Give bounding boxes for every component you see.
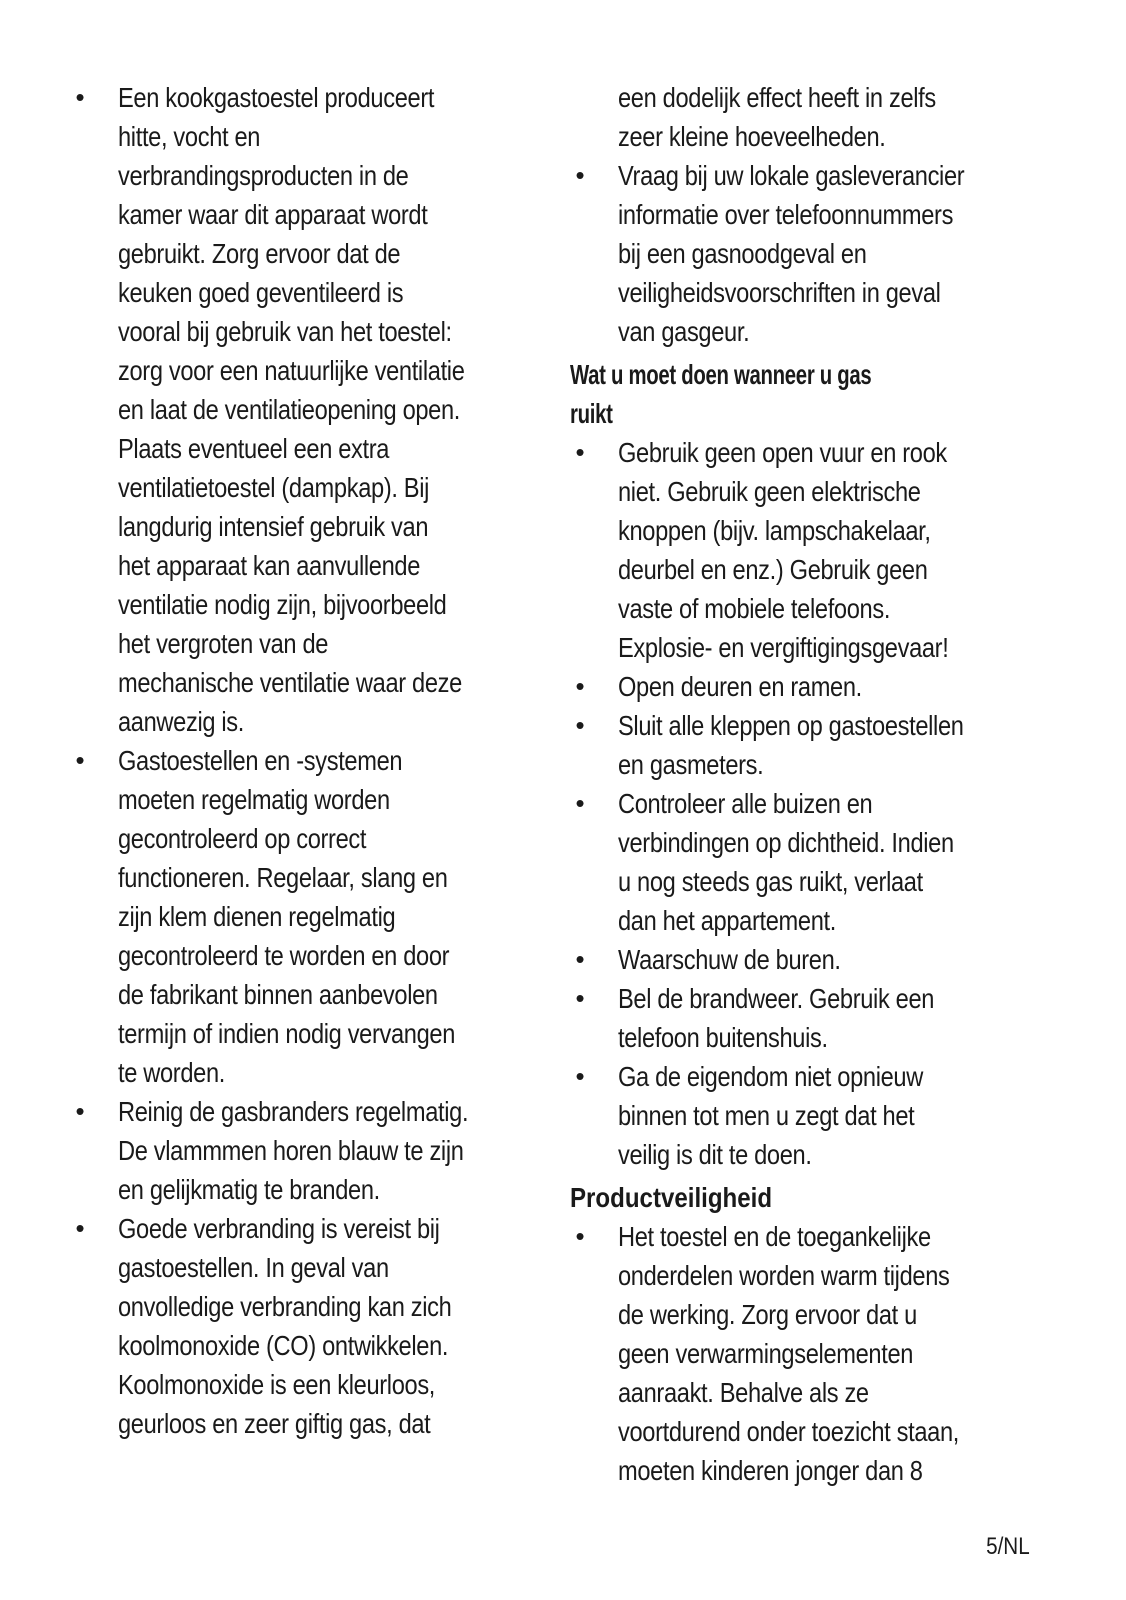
list-item [570, 667, 1040, 706]
text-line: gecontroleerd te worden en door [118, 940, 450, 971]
text-line: en gasmeters. [618, 749, 764, 780]
text-line: veiligheidsvoorschriften in geval [618, 277, 941, 308]
list-item [570, 706, 1040, 784]
text-line: moeten kinderen jonger dan 8 [618, 1455, 923, 1486]
text-line: Open deuren en ramen. [618, 671, 862, 702]
list-item [570, 940, 1040, 979]
text-line: gebruikt. Zorg ervoor dat de [118, 238, 401, 269]
bullet-icon: • [575, 671, 585, 701]
gas-smell-list [570, 433, 1040, 1174]
text-line: Goede verbranding is vereist bij [118, 1213, 440, 1244]
text-line: geurloos en zeer giftig gas, dat [118, 1408, 431, 1439]
text-line: Bel de brandweer. Gebruik een [618, 983, 935, 1014]
text-line: en laat de ventilatieopening open. [118, 394, 461, 425]
text-line: telefoon buitenshuis. [618, 1022, 828, 1053]
text-line: aanraakt. Behalve als ze [618, 1377, 869, 1408]
bullet-icon: • [575, 160, 585, 190]
text-line: onvolledige verbranding kan zich [118, 1291, 452, 1322]
product-safety-heading: Productveiligheid [570, 1182, 773, 1213]
text-line: kamer waar dit apparaat wordt [118, 199, 428, 230]
text-line: koolmonoxide (CO) ontwikkelen. [118, 1330, 449, 1361]
text-line: zorg voor een natuurlijke ventilatie [118, 355, 465, 386]
text-line: het apparaat kan aanvullende [118, 550, 421, 581]
bullet-icon: • [575, 1061, 585, 1091]
text-line: De vlammmen horen blauw te zijn [118, 1135, 464, 1166]
bullet-icon: • [75, 1213, 85, 1243]
list-item [70, 1209, 550, 1443]
bullet-icon: • [575, 437, 585, 467]
text-line: dan het appartement. [618, 905, 836, 936]
text-line: u nog steeds gas ruikt, verlaat [618, 866, 923, 897]
text-line: en gelijkmatig te branden. [118, 1174, 380, 1205]
text-line: hitte, vocht en [118, 121, 261, 152]
text-line: binnen tot men u zegt dat het [618, 1100, 915, 1131]
list-item [570, 433, 1040, 667]
text-line: gastoestellen. In geval van [118, 1252, 389, 1283]
text-line: verbindingen op dichtheid. Indien [618, 827, 954, 858]
text-line: Gebruik geen open vuur en rook [618, 437, 947, 468]
gas-smell-heading [570, 355, 974, 433]
text-line: vooral bij gebruik van het toestel: [118, 316, 452, 347]
text-line: te worden. [118, 1057, 226, 1088]
bullet-icon: • [575, 788, 585, 818]
text-line: Controleer alle buizen en [618, 788, 873, 819]
list-item [70, 1092, 550, 1209]
text-line: van gasgeur. [618, 316, 750, 347]
text-line: deurbel en enz.) Gebruik geen [618, 554, 928, 585]
left-column [70, 78, 550, 1443]
text-line: voortdurend onder toezicht staan, [618, 1416, 960, 1447]
list-item [70, 78, 550, 741]
text-line: Wat u moet doen wanneer u gas [570, 359, 872, 390]
text-line: veilig is dit te doen. [618, 1139, 812, 1170]
text-line: de werking. Zorg ervoor dat u [618, 1299, 917, 1330]
text-line: Vraag bij uw lokale gasleverancier [618, 160, 965, 191]
list-item [570, 1057, 1040, 1174]
text-line: ventilatie nodig zijn, bijvoorbeeld [118, 589, 447, 620]
gas-supplier-list [570, 156, 1040, 351]
text-line: Koolmonoxide is een kleurloos, [118, 1369, 436, 1400]
text-line: ruikt [570, 398, 613, 429]
text-line: zijn klem dienen regelmatig [118, 901, 396, 932]
text-line: Sluit alle kleppen op gastoestellen [618, 710, 964, 741]
text-line: het vergroten van de [118, 628, 329, 659]
text-line: onderdelen worden warm tijdens [618, 1260, 950, 1291]
list-item [570, 784, 1040, 940]
list-item [70, 741, 550, 1092]
text-line: ventilatietoestel (dampkap). Bij [118, 472, 430, 503]
text-line: informatie over telefoonnummers [618, 199, 954, 230]
text-line: Waarschuw de buren. [618, 944, 841, 975]
safety-list [70, 78, 550, 1443]
text-line: knoppen (bijv. lampschakelaar, [618, 515, 931, 546]
text-line: Ga de eigendom niet opnieuw [618, 1061, 923, 1092]
text-line: geen verwarmingselementen [618, 1338, 914, 1369]
page-number: 5/NL [986, 1533, 1030, 1560]
bullet-icon: • [575, 944, 585, 974]
text-line: vaste of mobiele telefoons. [618, 593, 891, 624]
text-line: langdurig intensief gebruik van [118, 511, 429, 542]
text-line: niet. Gebruik geen elektrische [618, 476, 921, 507]
text-line: Een kookgastoestel produceert [118, 82, 435, 113]
list-item [570, 979, 1040, 1057]
bullet-icon: • [575, 710, 585, 740]
text-line: moeten regelmatig worden [118, 784, 390, 815]
text-line: bij een gasnoodgeval en [618, 238, 867, 269]
bullet-icon: • [75, 82, 85, 112]
text-line: Het toestel en de toegankelijke [618, 1221, 931, 1252]
text-line: aanwezig is. [118, 706, 245, 737]
text-line: termijn of indien nodig vervangen [118, 1018, 456, 1049]
text-line: mechanische ventilatie waar deze [118, 667, 462, 698]
list-item [570, 1217, 1040, 1490]
bullet-icon: • [575, 1221, 585, 1251]
bullet-icon: • [575, 983, 585, 1013]
right-column [570, 78, 1040, 1490]
text-line: keuken goed geventileerd is [118, 277, 404, 308]
text-line: de fabrikant binnen aanbevolen [118, 979, 438, 1010]
bullet-icon: • [75, 745, 85, 775]
text-line: zeer kleine hoeveelheden. [618, 121, 886, 152]
text-line: functioneren. Regelaar, slang en [118, 862, 448, 893]
text-line: Gastoestellen en -systemen [118, 745, 403, 776]
text-line: Reinig de gasbranders regelmatig. [118, 1096, 469, 1127]
list-item [570, 156, 1040, 351]
text-line: een dodelijk effect heeft in zelfs [618, 82, 936, 113]
text-line: Explosie- en vergiftigingsgevaar! [618, 632, 949, 663]
text-line: Plaats eventueel een extra [118, 433, 390, 464]
text-line: gecontroleerd op correct [118, 823, 367, 854]
bullet-icon: • [75, 1096, 85, 1126]
text-line: verbrandingsproducten in de [118, 160, 409, 191]
continued-paragraph [570, 78, 1040, 156]
product-safety-list [570, 1217, 1040, 1490]
